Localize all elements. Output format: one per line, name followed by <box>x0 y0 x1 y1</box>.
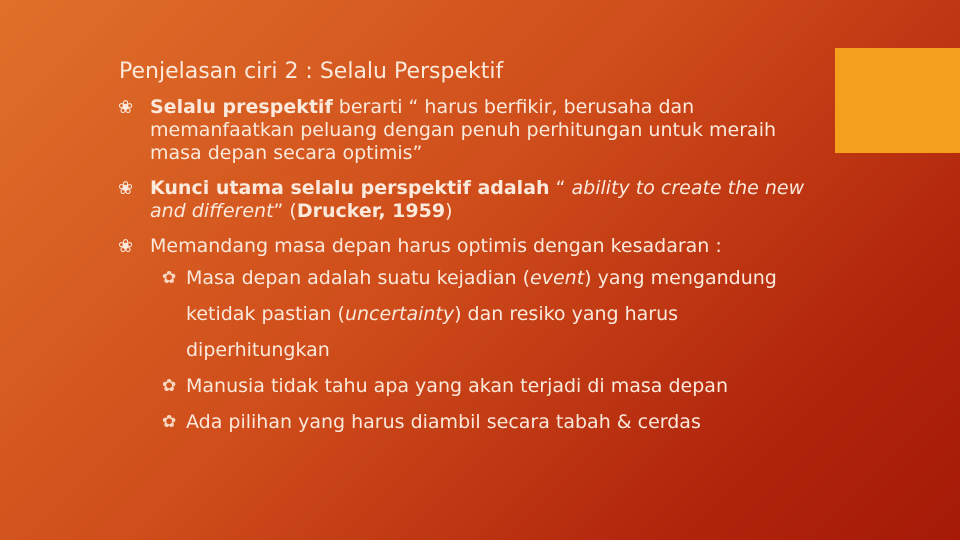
sub-bullet-pilihan <box>118 404 818 440</box>
sub-text: Masa depan adalah suatu kejadian ( <box>186 267 531 289</box>
quote-open: “ <box>549 177 572 199</box>
bullet-text: berarti “ harus berfikir, berusaha dan memanfaatkan peluang dengan penuh perhitungan untuk meraih masa depan secara optimis” <box>150 96 777 164</box>
sub-bullet-manusia <box>118 368 818 404</box>
sub-text: ) dan resiko yang harus diperhitungkan <box>186 303 679 361</box>
bullet-italic: ability to create the new and different <box>150 177 805 222</box>
ribbon-icon: ❀ <box>118 236 134 257</box>
flower-icon: ✿ <box>162 376 177 396</box>
ribbon-icon: ❀ <box>118 178 134 199</box>
sub-italic: uncertainty <box>344 303 455 325</box>
flower-icon: ✿ <box>162 268 177 288</box>
flower-icon: ✿ <box>162 412 177 432</box>
accent-box <box>835 48 960 153</box>
sub-bullet-masa-depan <box>118 260 818 368</box>
sub-text: ) yang mengandung ketidak pastian ( <box>186 267 777 325</box>
bullet-memandang <box>118 235 818 258</box>
sub-italic: event <box>530 267 585 289</box>
citation-close: ) <box>445 200 453 222</box>
slide-content <box>118 96 818 440</box>
ribbon-icon: ❀ <box>118 97 134 118</box>
bullet-kunci-utama <box>118 177 818 223</box>
sub-text: Manusia tidak tahu apa yang akan terjadi di masa depan <box>186 375 728 397</box>
bullet-text: Memandang masa depan harus optimis dengan kesadaran : <box>150 235 722 257</box>
slide-title: Penjelasan ciri 2 : Selalu Perspektif <box>119 59 504 84</box>
bullet-selalu-prespektif <box>118 96 818 165</box>
quote-close: ” ( <box>273 200 297 222</box>
citation: Drucker, 1959 <box>296 200 446 222</box>
sub-text: Ada pilihan yang harus diambil secara tabah & cerdas <box>186 411 701 433</box>
bullet-bold: Kunci utama selalu perspektif adalah <box>150 177 550 199</box>
bullet-bold: Selalu prespektif <box>150 96 333 118</box>
